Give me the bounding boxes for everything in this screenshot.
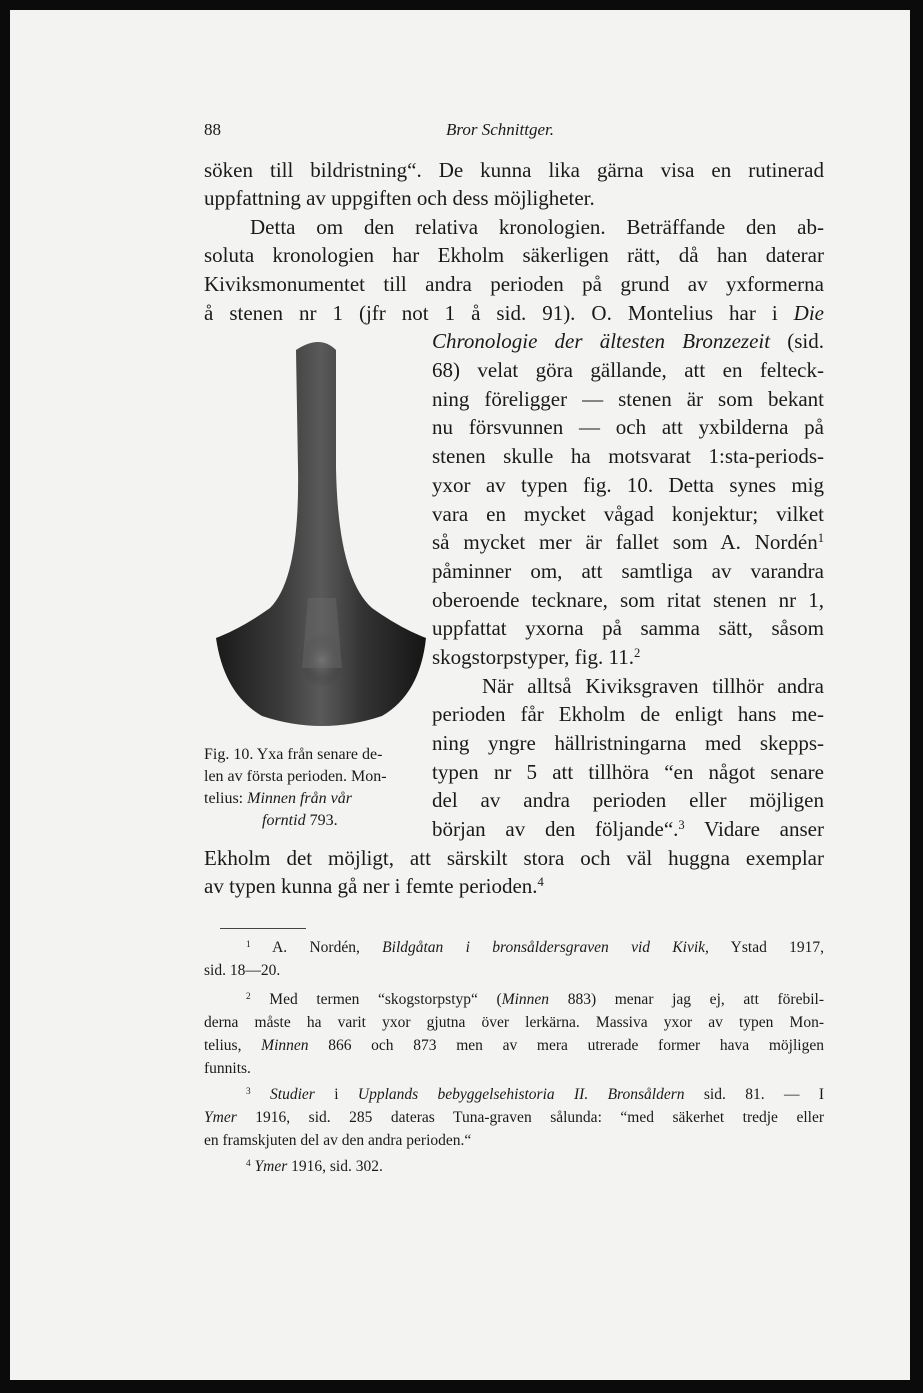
footnote-rule <box>220 928 306 929</box>
body-line: 68) velat göra gällande, att en felteck- <box>432 358 824 382</box>
body-line: ning yngre hällristningarna med skepps- <box>432 731 824 755</box>
body-line: Chronologie der ältesten Bronzezeit (sid. <box>432 329 825 353</box>
body-line: del av andra perioden eller möjligen <box>432 788 824 812</box>
body-line: skogstorpstyper, fig. 11.$^2$ <box>432 645 641 669</box>
body-line: påminner om, att samtliga av varandra <box>432 559 824 583</box>
body-line: å stenen nr 1 (jfr not 1 å sid. 91). O. Montelius har i Die <box>204 301 824 325</box>
body-line: Detta om den relativa kronologien. Beträffande den ab- <box>250 215 824 239</box>
body-line: typen nr 5 att tillhöra “en något senare <box>432 760 824 784</box>
footnote-4: $^4$ Ymer 1916, sid. 302. <box>246 1158 383 1175</box>
running-header <box>204 120 824 144</box>
footnote-3: $^3$ Studier i Upplands bebyggelsehistoria II. Bronsåldern sid. 81. — I <box>246 1086 824 1103</box>
figure-caption: telius: Minnen från vår <box>204 790 352 807</box>
footnote-3-cont: Ymer 1916, sid. 285 dateras Tuna-graven sålunda: “med säkerhet tredje eller <box>204 1109 824 1126</box>
running-author: Bror Schnittger. <box>446 120 554 139</box>
footnote-1: $^1$ A. Nordén, Bildgåtan i bronsåldersgraven vid Kivik, Ystad 1917, <box>246 939 825 956</box>
body-line: vara en mycket vågad konjektur; vilket <box>432 502 824 526</box>
footnote-2-cont: derna måste ha varit yxor gjutna över lerkärna. Massiva yxor av typen Mon- <box>204 1014 824 1031</box>
body-line: stenen skulle ha motsvarat 1:sta-periods- <box>432 444 824 468</box>
body-line: Ekholm det möjligt, att särskilt stora och väl huggna exemplar <box>204 846 824 870</box>
body-line: uppfattning av uppgiften och dess möjligheter. <box>204 186 595 210</box>
body-line: soluta kronologien har Ekholm säkerligen rätt, då han daterar <box>204 243 824 267</box>
body-line: Kiviksmonumentet till andra perioden på grund av yxformerna <box>204 272 824 296</box>
footnote-2-cont: telius, Minnen 866 och 873 men av mera utrerade former hava möjligen <box>204 1037 824 1054</box>
body-line: nu försvunnen — och att yxbilderna på <box>432 415 824 439</box>
body-line: perioden får Ekholm de enligt hans me- <box>432 702 824 726</box>
body-line: När alltså Kiviksgraven tillhör andra <box>482 674 824 698</box>
figure-caption: Fig. 10. Yxa från senare de- <box>204 746 383 763</box>
body-line: yxor av typen fig. 10. Detta synes mig <box>432 473 824 497</box>
body-line: söken till bildristning“. De kunna lika gärna visa en rutinerad <box>204 158 824 182</box>
footnote-2: $^2$ Med termen “skogstorpstyp“ (Minnen 883) menar jag ej, att förebil- <box>246 991 824 1008</box>
body-line: av typen kunna gå ner i femte perioden.$^4$ <box>204 874 544 898</box>
body-line: uppfattat yxorna på samma sätt, såsom <box>432 616 824 640</box>
footnote-3-cont: en framskjuten del av den andra perioden.“ <box>204 1132 472 1149</box>
footnote-2-cont: funnits. <box>204 1060 251 1077</box>
body-line: början av den följande“.$^3$ Vidare anser <box>432 817 824 841</box>
body-line: ning föreligger — stenen är som bekant <box>432 387 824 411</box>
figure-caption: forntid 793. <box>262 812 338 829</box>
axe-figure <box>212 338 430 738</box>
figure-caption: len av första perioden. Mon- <box>204 768 387 785</box>
body-line: oberoende tecknare, som ritat stenen nr 1, <box>432 588 824 612</box>
footnote-1-cont: sid. 18—20. <box>204 962 281 979</box>
page-number: 88 <box>204 120 221 139</box>
body-line: så mycket mer är fallet som A. Nordén$^1$ <box>432 530 824 554</box>
